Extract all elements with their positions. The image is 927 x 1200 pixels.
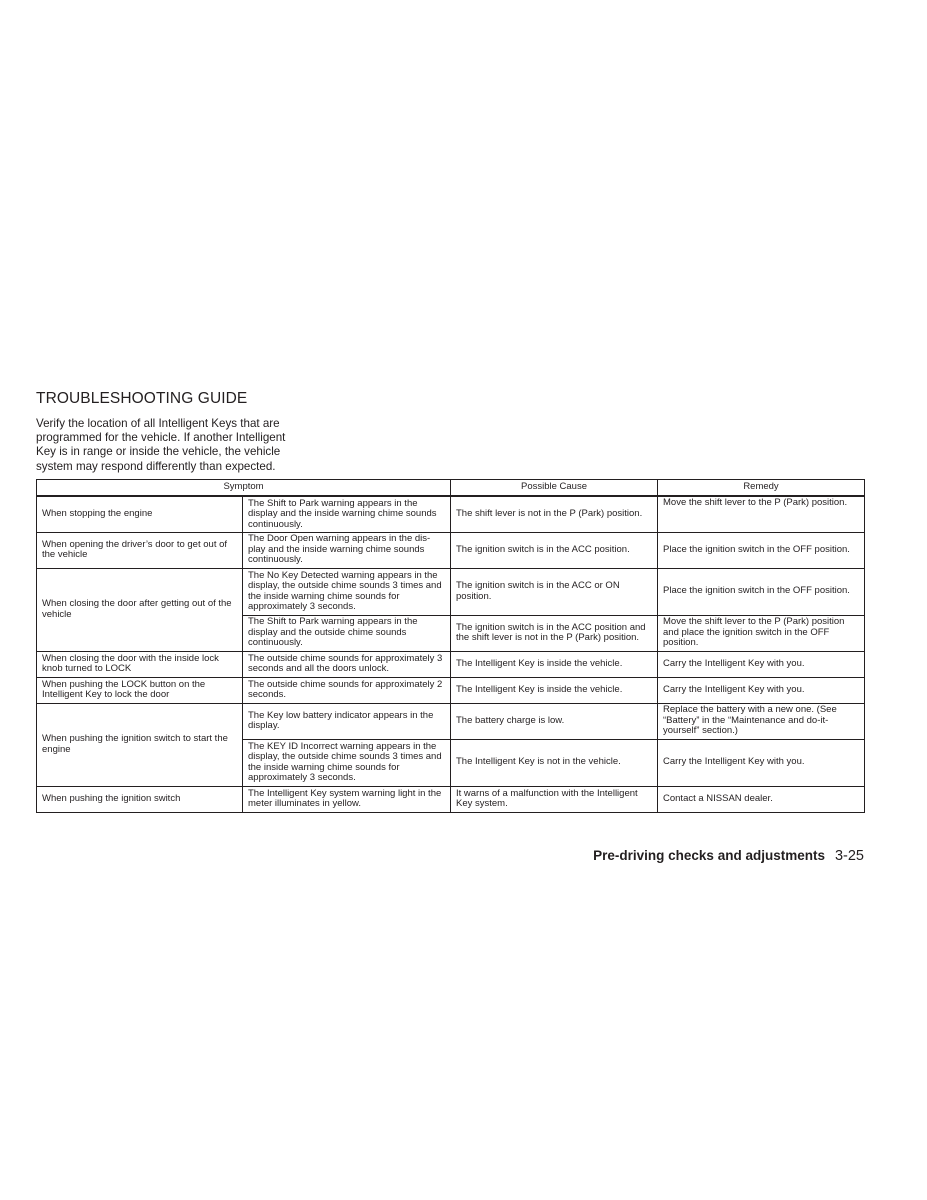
remedy-cell: Carry the Intelligent Key with you. <box>658 739 865 786</box>
situation-cell: When pushing the ignition switch to start the engine <box>37 703 243 786</box>
header-remedy: Remedy <box>658 480 865 497</box>
remedy-cell: Carry the Intelligent Key with you. <box>658 677 865 703</box>
cause-cell: The shift lever is not in the P (Park) position. <box>451 496 658 532</box>
cause-cell: The ignition switch is in the ACC or ON position. <box>451 568 658 615</box>
situation-cell: When closing the door after getting out of the vehicle <box>37 568 243 651</box>
table-row <box>37 496 865 532</box>
symptom-cell: The KEY ID Incorrect warning appears in the display, the outside chime sounds 3 times and the inside warning chime sounds for approximately 3 seconds. <box>243 739 451 786</box>
page-number: 3-25 <box>834 848 864 864</box>
symptom-cell: The Intelligent Key system warning light in the meter illuminates in yellow. <box>243 786 451 812</box>
situation-cell: When stopping the engine <box>37 496 243 532</box>
symptom-cell: The Key low battery indicator appears in the display. <box>243 703 451 739</box>
remedy-cell: Move the shift lever to the P (Park) position. <box>658 496 865 532</box>
cause-cell: The battery charge is low. <box>451 703 658 739</box>
cause-cell: It warns of a malfunction with the Intelligent Key system. <box>451 786 658 812</box>
situation-cell: When opening the driver’s door to get out of the vehicle <box>37 532 243 568</box>
cause-cell: The Intelligent Key is inside the vehicle. <box>451 677 658 703</box>
page-footer <box>593 848 864 864</box>
symptom-cell: The Shift to Park warning appears in the display and the inside warning chime sounds continuously. <box>243 496 451 532</box>
remedy-cell: Move the shift lever to the P (Park) position and place the ignition switch in the OFF position. <box>658 615 865 651</box>
table-row <box>37 786 865 812</box>
situation-cell: When closing the door with the inside lock knob turned to LOCK <box>37 651 243 677</box>
situation-cell: When pushing the ignition switch <box>37 786 243 812</box>
table-row <box>37 677 865 703</box>
intro-paragraph: Verify the location of all Intelligent Keys that are programmed for the vehicle. If another Intelligent Key is in range or inside the vehicle, the vehicle system may respond differently than expected. <box>36 417 286 473</box>
situation-cell: When pushing the LOCK button on the Intelligent Key to lock the door <box>37 677 243 703</box>
header-possible-cause: Possible Cause <box>451 480 658 497</box>
remedy-cell: Place the ignition switch in the OFF position. <box>658 532 865 568</box>
section-title: TROUBLESHOOTING GUIDE <box>36 390 248 407</box>
table-row <box>37 532 865 568</box>
troubleshooting-table <box>36 479 865 813</box>
cause-cell: The ignition switch is in the ACC position and the shift lever is not in the P (Park) position. <box>451 615 658 651</box>
symptom-cell: The outside chime sounds for approximately 2 seconds. <box>243 677 451 703</box>
table-header-row <box>37 480 865 497</box>
cause-cell: The Intelligent Key is inside the vehicle. <box>451 651 658 677</box>
remedy-cell: Place the ignition switch in the OFF position. <box>658 568 865 615</box>
table-row <box>37 651 865 677</box>
remedy-cell: Replace the battery with a new one. (See “Battery” in the “Maintenance and do-it-yourself” section.) <box>658 703 865 739</box>
table-row <box>37 703 865 739</box>
chapter-title: Pre-driving checks and adjustments <box>593 848 825 863</box>
cause-cell: The ignition switch is in the ACC position. <box>451 532 658 568</box>
symptom-cell: The outside chime sounds for approximately 3 seconds and all the doors unlock. <box>243 651 451 677</box>
header-symptom: Symptom <box>37 480 451 497</box>
remedy-cell: Contact a NISSAN dealer. <box>658 786 865 812</box>
symptom-cell: The Shift to Park warning appears in the display and the outside chime sounds continuously. <box>243 615 451 651</box>
cause-cell: The Intelligent Key is not in the vehicle. <box>451 739 658 786</box>
symptom-cell: The Door Open warning appears in the dis-play and the inside warning chime sounds continuously. <box>243 532 451 568</box>
table-row <box>37 568 865 615</box>
symptom-cell: The No Key Detected warning appears in the display, the outside chime sounds 3 times and the inside warning chime sounds for approximately 3 seconds. <box>243 568 451 615</box>
remedy-cell: Carry the Intelligent Key with you. <box>658 651 865 677</box>
